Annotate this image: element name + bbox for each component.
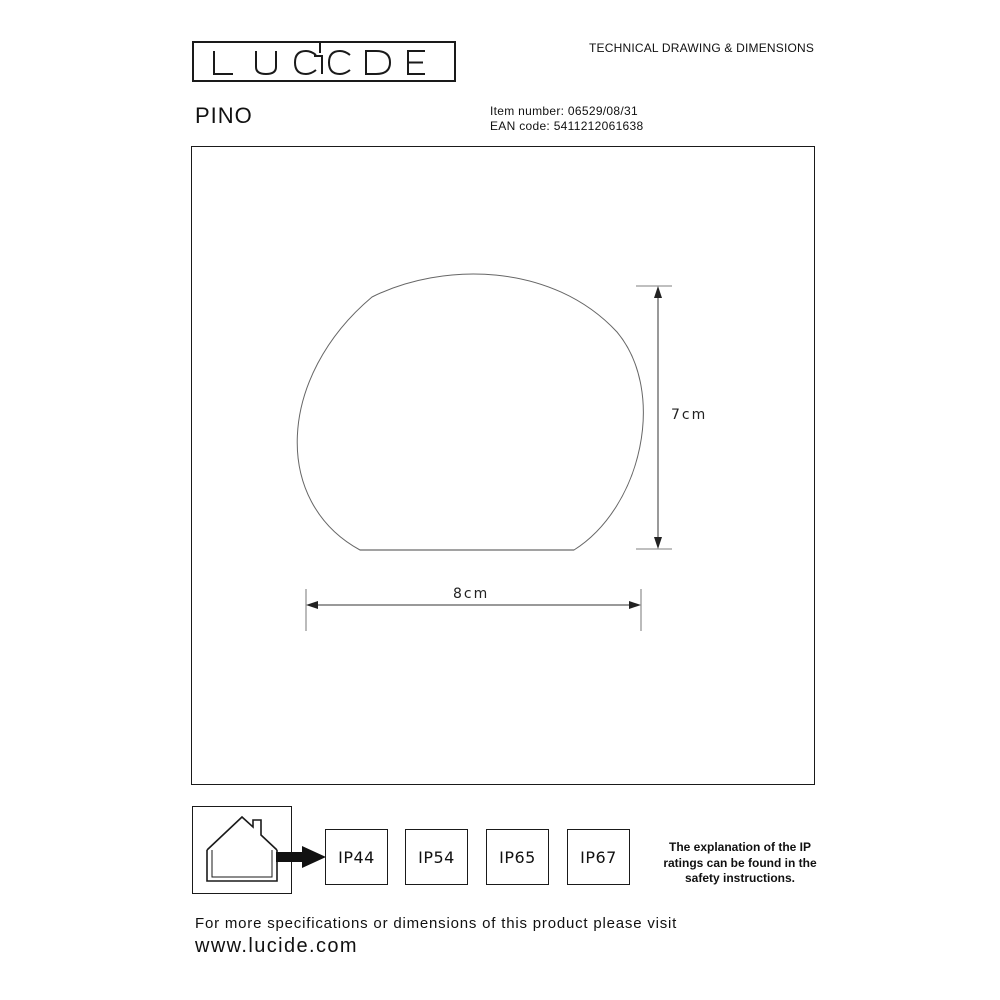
- website-link[interactable]: www.lucide.com: [195, 935, 358, 957]
- product-name: PINO: [195, 103, 253, 128]
- ip-rating-ip44: IP44: [325, 829, 388, 885]
- drawing-frame: [191, 146, 815, 785]
- footer-text: For more specifications or dimensions of this product please visit: [195, 915, 678, 932]
- ip-ratings-note: The explanation of the IP ratings can be found in the safety instructions.: [663, 840, 817, 885]
- technical-drawing: [192, 147, 816, 786]
- document-type: TECHNICAL DRAWING & DIMENSIONS: [589, 41, 815, 55]
- arrow-right-icon: [276, 842, 328, 872]
- ip-rating-ip54: IP54: [405, 829, 468, 885]
- ip-rating-ip65: IP65: [486, 829, 549, 885]
- brand-logo: [192, 41, 456, 82]
- ip-rating-ip67: IP67: [567, 829, 630, 885]
- item-number: Item number: 06529/08/31: [490, 104, 638, 118]
- lamp-outline: [297, 274, 643, 550]
- logo-wordmark: [194, 43, 458, 84]
- height-dimension-label: 7cm: [671, 407, 708, 423]
- width-dimension-label: 8cm: [453, 586, 490, 602]
- ean-code: EAN code: 5411212061638: [490, 119, 644, 133]
